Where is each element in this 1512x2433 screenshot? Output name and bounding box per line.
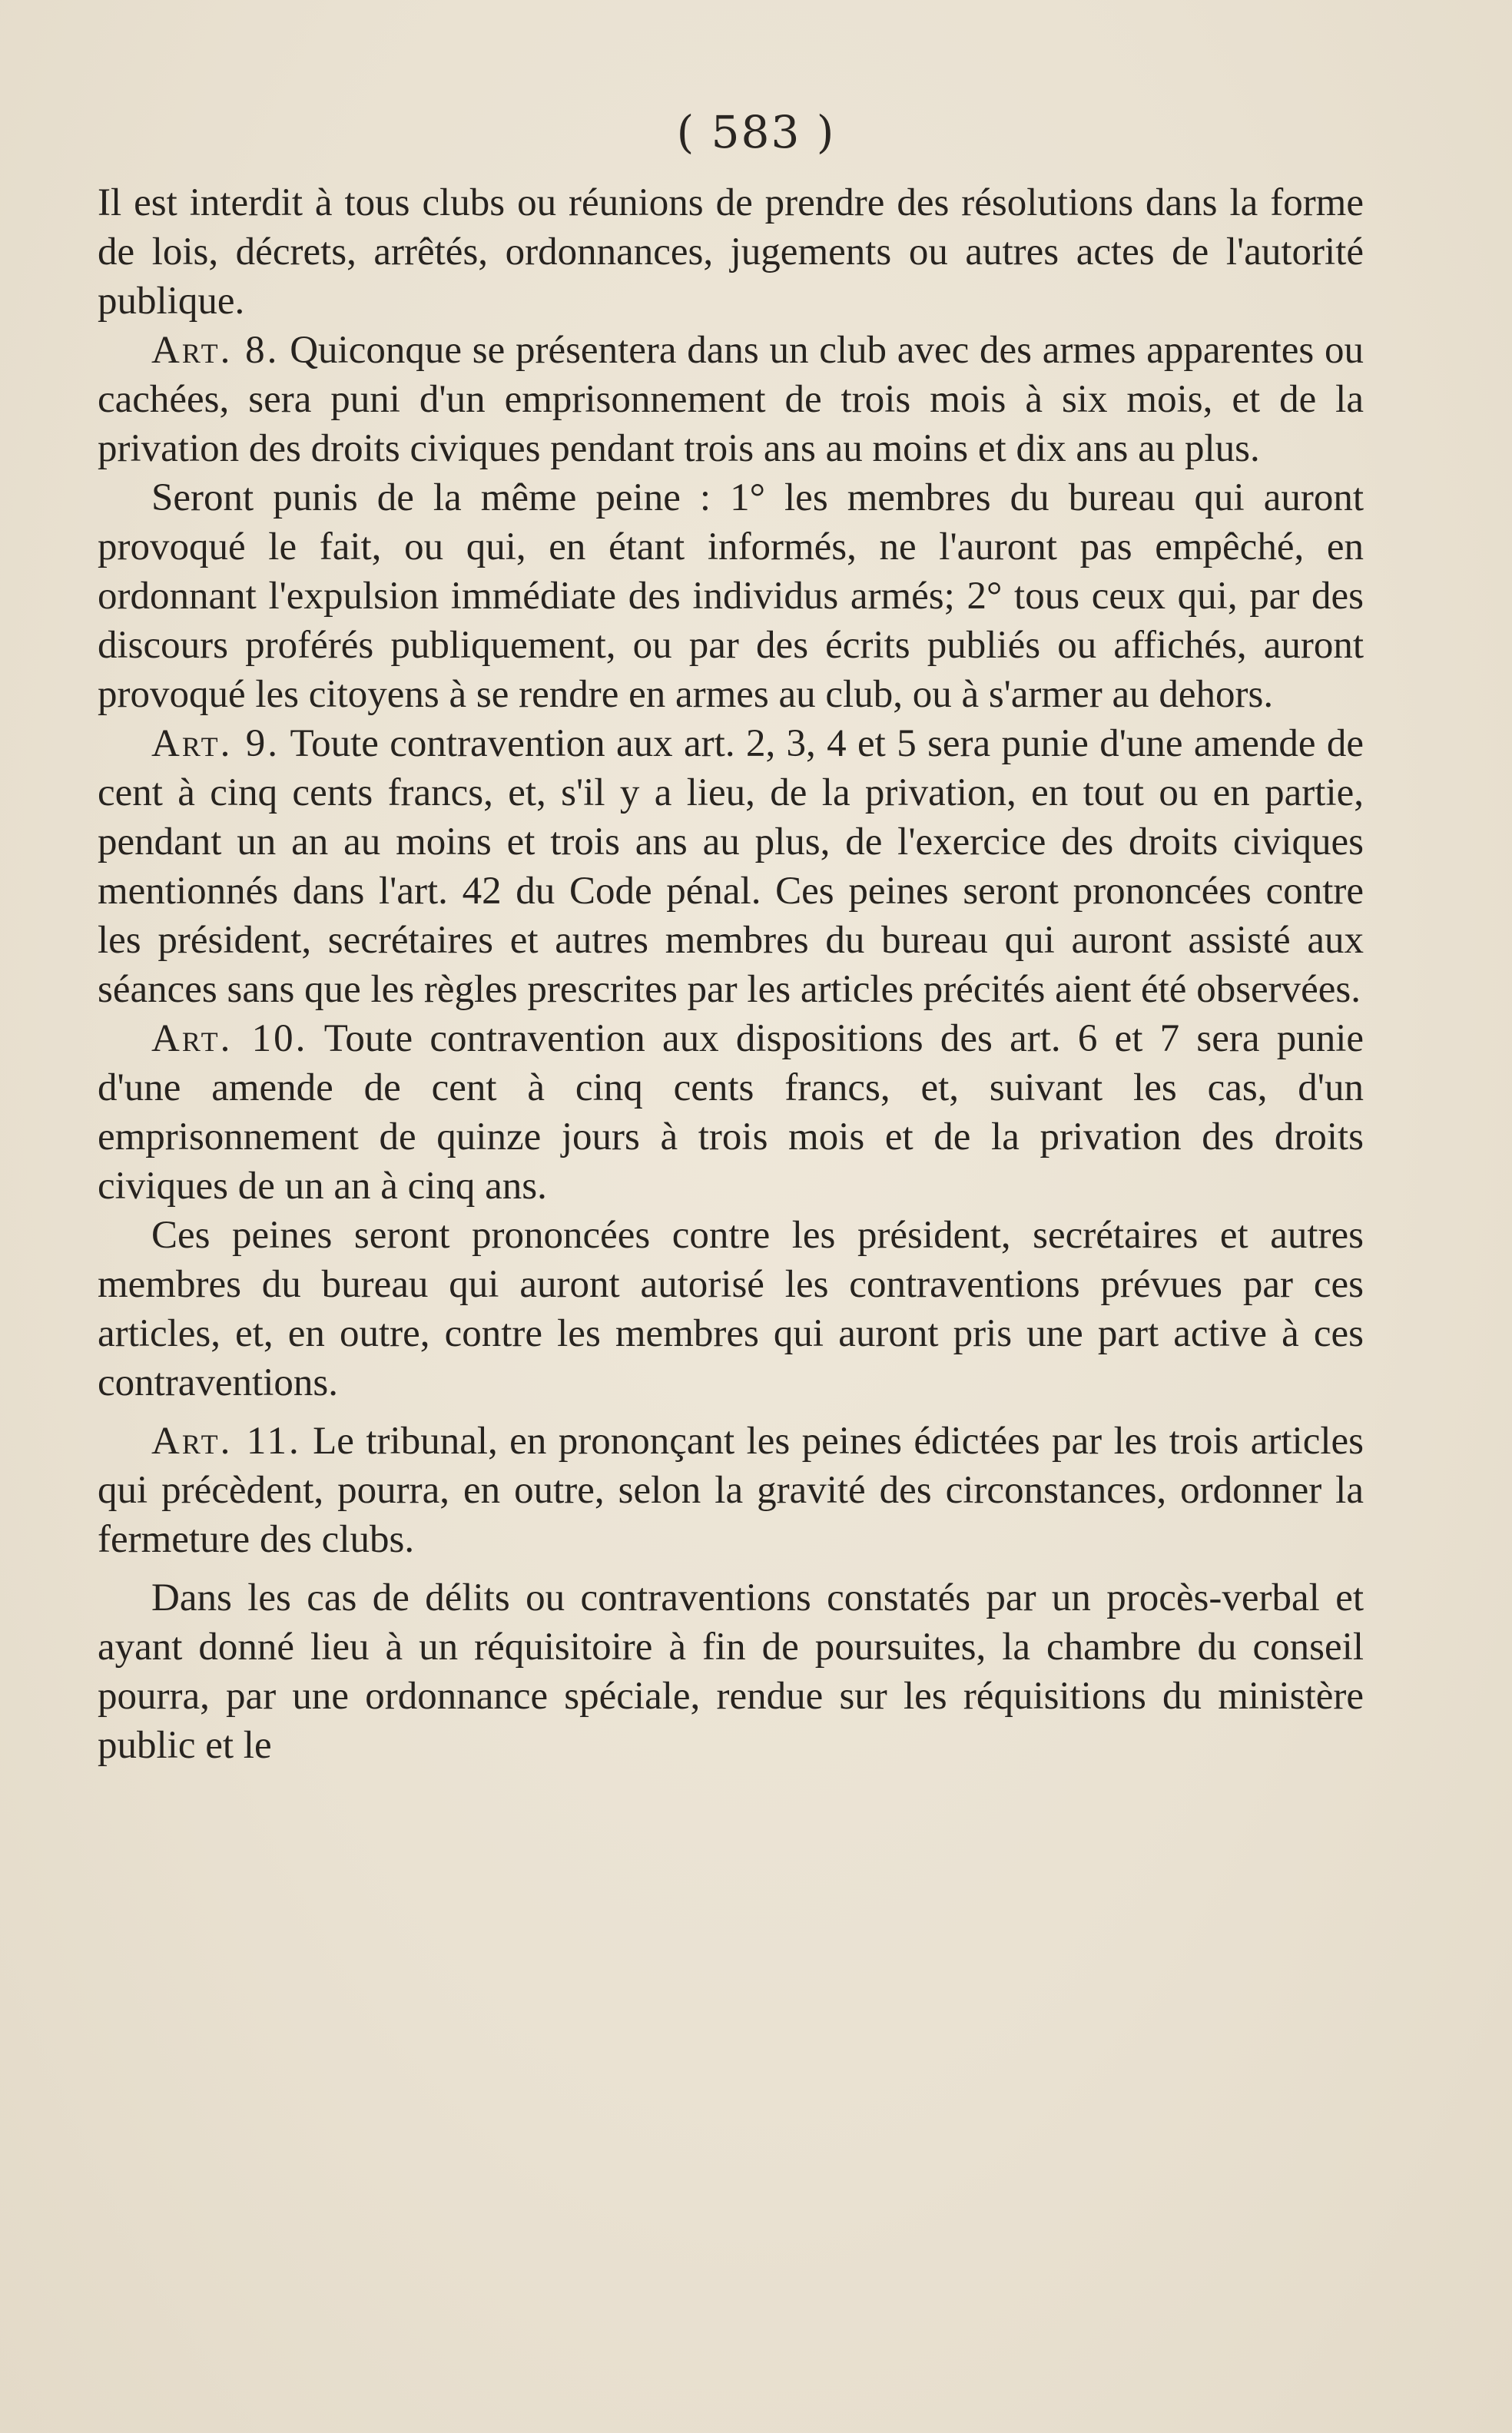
article-paragraph	[98, 326, 1364, 473]
paragraph	[98, 1211, 1364, 1407]
article-label: Art. 11.	[151, 1420, 301, 1463]
article-label: Art. 9.	[151, 722, 280, 765]
paragraph	[98, 1573, 1364, 1770]
article-label: Art. 8.	[151, 329, 280, 372]
article-paragraph	[98, 719, 1364, 1014]
article-label: Art. 10.	[151, 1017, 308, 1060]
article-paragraph	[98, 1014, 1364, 1211]
body-text	[98, 178, 1364, 1770]
paragraph-text: Il est interdit à tous clubs ou réunions de prendre des résolutions dans la forme de lois, décrets, arrêtés, ordonnances, jugements ou autres actes de l'autorité publique.	[98, 181, 1364, 323]
paragraph-text: Dans les cas de délits ou contraventions constatés par un procès-verbal et ayant donné lieu à un réquisitoire à fin de poursuites, la chambre du conseil pourra, par une ordonnance spéciale, rendue sur les réquisitions du ministère public et le	[98, 1576, 1364, 1767]
paragraph	[98, 178, 1364, 326]
paragraph-text: Toute contravention aux dispositions des art. 6 et 7 sera punie d'une amende de cent à cinq cents francs, et, suivant les cas, d'un emprisonnement de quinze jours à trois mois et de la privation des droits civiques de un an à cinq ans.	[98, 1017, 1364, 1208]
article-paragraph	[98, 1417, 1364, 1564]
paragraph-text: Ces peines seront prononcées contre les président, secrétaires et autres membres du bureau qui auront autorisé les contraventions prévues par ces articles, et, en outre, contre les membres qui auront pris une part active à ces contraventions.	[98, 1214, 1364, 1404]
paragraph-text: Seront punis de la même peine : 1° les membres du bureau qui auront provoqué le fait, ou qui, en étant informés, ne l'auront pas empêché, en ordonnant l'expulsion immédiate des individus armés; 2° tous ceux qui, par des discours proférés publiquement, ou par des écrits publiés ou affichés, auront provoqué les citoyens à se rendre en armes au club, ou à s'armer au dehors.	[98, 476, 1364, 716]
paragraph-text: Toute contravention aux art. 2, 3, 4 et 5 sera punie d'une amende de cent à cinq cents francs, et, s'il y a lieu, de la privation, en tout ou en partie, pendant un an au moins et trois ans au plus, de l'exercice des droits civiques mentionnés dans l'art. 42 du Code pénal. Ces peines seront prononcées contre les président, secrétaires et autres membres du bureau qui auront assisté aux séances sans que les règles prescrites par les articles précités aient été observées.	[98, 722, 1364, 1011]
paragraph-text: Le tribunal, en prononçant les peines édictées par les trois articles qui précèdent, pourra, en outre, selon la gravité des circonstances, ordonner la fermeture des clubs.	[98, 1420, 1364, 1561]
paragraph	[98, 473, 1364, 719]
page-number: ( 583 )	[676, 106, 836, 158]
paragraph-text: Quiconque se présentera dans un club avec des armes apparentes ou cachées, sera puni d'un emprisonnement de trois mois à six mois, et de la privation des droits civiques pendant trois ans au moins et dix ans au plus.	[98, 329, 1364, 470]
